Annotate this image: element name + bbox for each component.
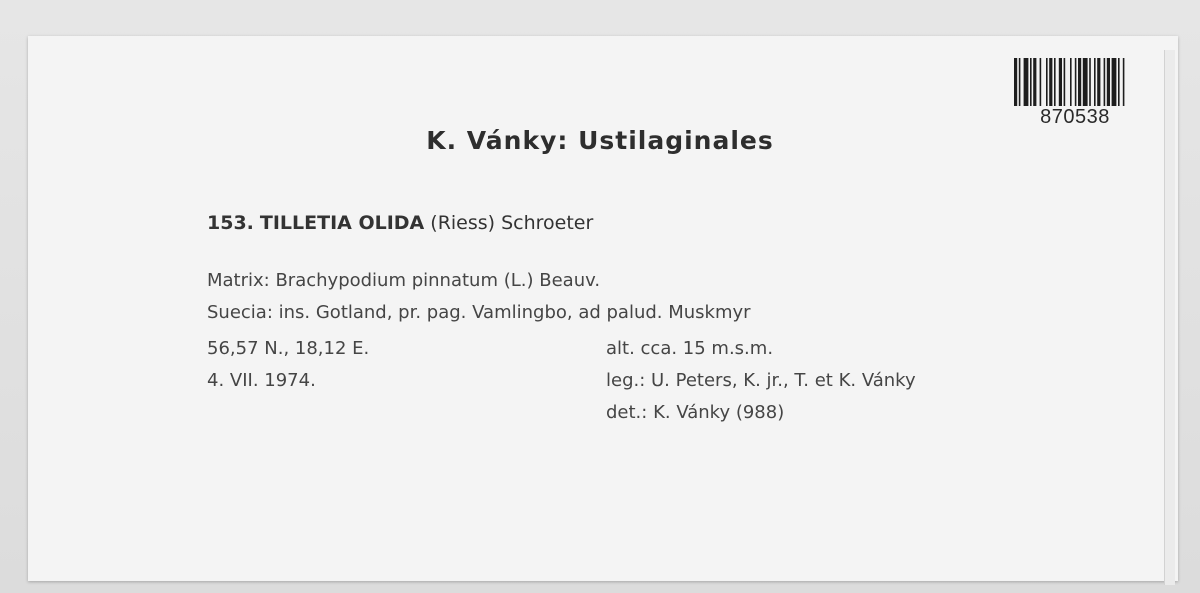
species-name: TILLETIA OLIDA [259,212,425,234]
specimen-number: 153. [207,212,254,234]
coordinates-line: 56,57 N., 18,12 E. [207,338,370,359]
date-line: 4. VII. 1974. [207,370,316,391]
barcode-number: 870538 [1040,106,1110,128]
determiner-line: det.: K. Vánky (988) [606,402,785,423]
species-author-paren: (Riess) [430,212,496,234]
matrix-line: Matrix: Brachypodium pinnatum (L.) Beauv. [207,270,601,291]
collectors-line: leg.: U. Peters, K. jr., T. et K. Vánky [606,370,916,391]
barcode [1012,56,1138,132]
altitude-line: alt. cca. 15 m.s.m. [606,338,774,359]
species-author: Schroeter [501,212,594,234]
barcode-bars [1012,56,1138,108]
locality-line: Suecia: ins. Gotland, pr. pag. Vamlingbo, ad palud. Muskmyr [207,302,751,323]
page-title: K. Vánky: Ustilaginales [426,126,774,155]
species-line [207,212,599,234]
